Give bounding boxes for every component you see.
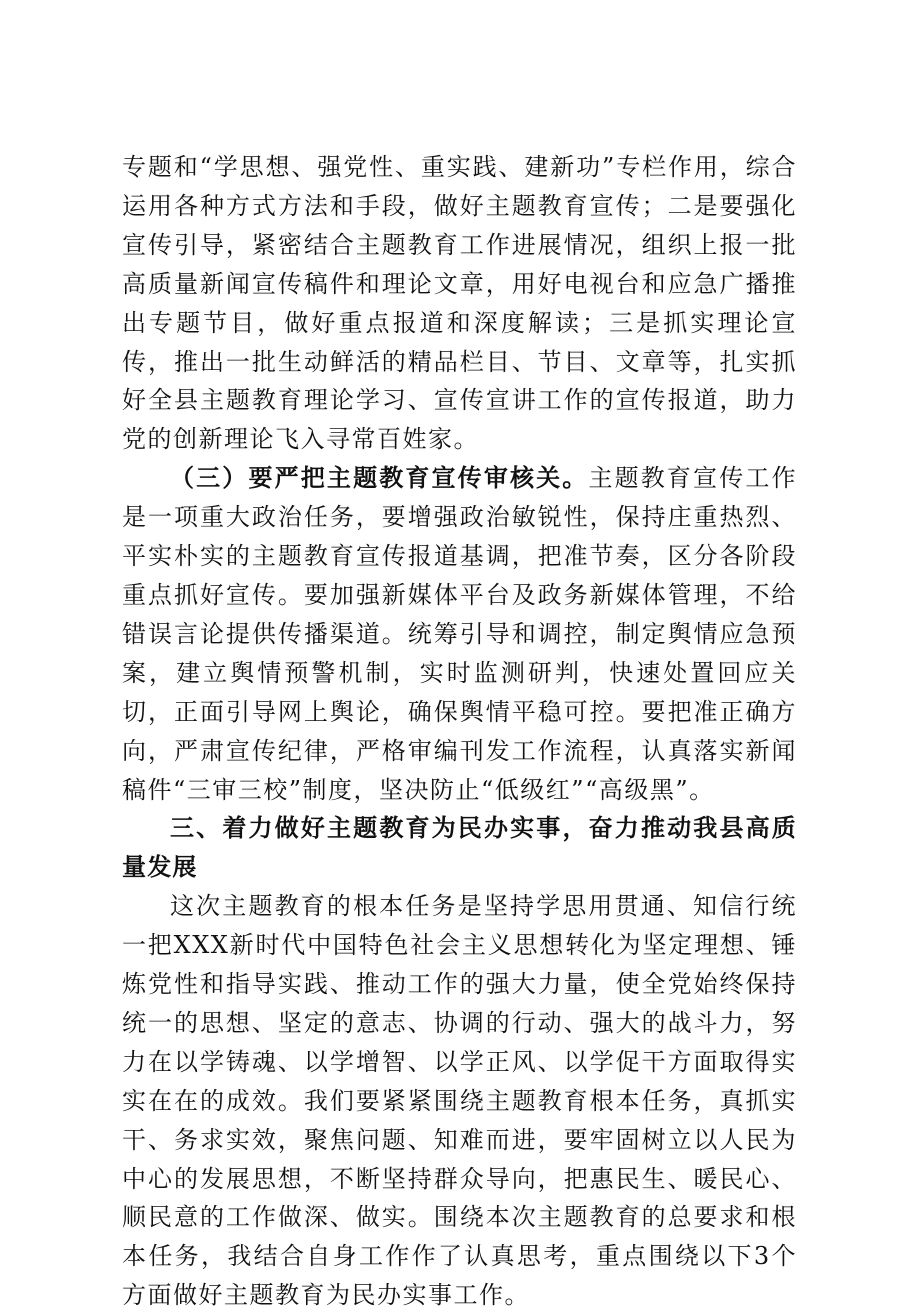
document-body [122,148,797,1315]
paragraph-publicity-tasks: 专题和“学思想、强党性、重实践、建新功”专栏作用，综合运用各种方式方法和手段，做好主题教育宣传；二是要强化宣传引导，紧密结合主题教育工作进展情况，组织上报一批高质量新闻宣传稿件和理论文章，用好电视台和应急广播推出专题节目，做好重点报道和深度解读；三是抓实理论宣传，推出一批生动鲜活的精品栏目、节目、文章等，扎实抓好全县主题教育理论学习、宣传宣讲工作的宣传报道，助力党的创新理论飞入寻常百姓家。 [122,153,797,454]
paragraph-review-body: 主题教育宣传工作是一项重大政治任务，要增强政治敏锐性，保持庄重热烈、平实朴实的主题教育宣传报道基调，把准节奏，区分各阶段重点抓好宣传。要加强新媒体平台及政务新媒体管理，不给错误言论提供传播渠道。统筹引导和调控，制定舆情应急预案，建立舆情预警机制，实时监测研判，快速处置回应关切，正面引导网上舆论，确保舆情平稳可控。要把准正确方向，严肃宣传纪律，严格审编刊发工作流程，认真落实新闻稿件“三审三校”制度，坚决防止“低级红”“高级黑”。 [122,464,798,804]
section-heading: 三、着力做好主题教育为民办实事，奋力推动我县高质量发展 [122,814,797,882]
paragraph-fundamental-task: 这次主题教育的根本任务是坚持学思用贯通、知信行统一把XXX新时代中国特色社会主义思想转化为坚定理想、锤炼党性和指导实践、推动工作的强大力量，使全党始终保持统一的思想、坚定的意志、协调的行动、强大的战斗力，努力在以学铸魂、以学增智、以学正风、以学促干方面取得实实在在的成效。我们要紧紧围绕主题教育根本任务，真抓实干、务求实效，聚焦问题、知难而进，要牢固树立以人民为中心的发展思想，不断坚持群众导向，把惠民生、暖民心、顺民意的工作做深、做实。围绕本次主题教育的总要求和根本任务，我结合自身工作作了认真思考，重点围绕以下3个方面做好主题教育为民办实事工作。 [122,892,797,1310]
paragraph-lead-heading: （三）要严把主题教育宣传审核关。 [170,463,589,493]
paragraph-review-gate [122,459,797,809]
